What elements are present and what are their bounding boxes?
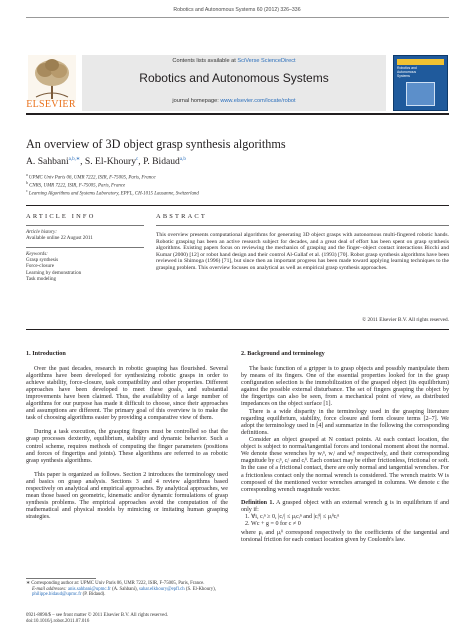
email-addresses <box>26 587 228 598</box>
author-marks: c <box>136 157 139 162</box>
article-info-rule <box>26 225 144 226</box>
email-link[interactable]: sahar.elkhoury@epfl.ch <box>139 586 185 592</box>
affiliation-text: CNRS, UMR 7222, ISIR, F-75005, Paris, France <box>29 183 126 189</box>
keywords-block <box>26 251 144 282</box>
cover-title <box>397 67 444 78</box>
affiliation-mark: c <box>26 189 28 193</box>
keyword: Learning by demonstration <box>26 269 82 276</box>
keywords-rule <box>26 247 144 248</box>
equation-condition: 2. Wc + g = 0 for c ≠ 0 <box>245 520 301 527</box>
email-link[interactable]: philippe.bidaud@upmc.fr <box>32 592 82 598</box>
cover-image <box>406 82 435 106</box>
footnotes <box>26 581 228 598</box>
author-marks: a,b <box>179 157 186 162</box>
keywords-label: Keywords: <box>26 251 48 257</box>
history-label: Article history: <box>26 229 57 235</box>
body-paragraph: There is a wide disparity in the terminology used in the grasping literature regarding equilibrium, stability, force closure and form closure terms [2–7]. We adopt the terminology used in [4] and summarize in the following the corresponding definitions. <box>241 408 449 436</box>
definition-followup: where μᵢ and μᵢᶿ correspond respectively to the coefficients of the tangential and torsional friction for each contact location given by Coulomb's law. <box>241 529 449 543</box>
homepage-prefix: journal homepage: <box>172 98 219 104</box>
abstract-copyright: © 2011 Elsevier B.V. All rights reserved. <box>362 317 449 323</box>
journal-cover-thumbnail <box>393 55 448 111</box>
elsevier-tree-logo <box>28 55 76 101</box>
history-date: Available online 22 August 2011 <box>26 235 93 242</box>
cover-stripe <box>397 59 444 65</box>
email-owner: (P. Bidaud). <box>82 592 106 598</box>
issn-block <box>26 613 246 625</box>
right-column <box>241 350 449 544</box>
definition-heading: Definition 1. <box>241 499 274 506</box>
doi-prefix: doi: <box>26 618 34 624</box>
affiliation <box>26 181 125 189</box>
author-name: S. El-Khoury <box>84 156 137 168</box>
contents-availability <box>82 58 386 64</box>
header-top-rule <box>26 17 449 18</box>
section-heading: 2. Background and terminology <box>241 350 325 357</box>
affiliation <box>26 173 156 181</box>
doi-value[interactable]: 10.1016/j.robot.2011.07.016 <box>33 618 90 624</box>
article-info-label: ARTICLE INFO <box>26 213 96 220</box>
homepage-link[interactable]: www.elsevier.com/locate/robot <box>220 98 296 104</box>
abstract-text: This overview presents computational algorithms for generating 3D object grasps with autonomous multi-fingered robotic hands. Robotic grasping has been an active research subject for decades, and a great deal of effort has been spent on grasp synthesis algorithms. Existing papers focus on reviewing the mechanics of grasping and the finger–object contact interactions Bicchi and Kumar (2000) [12] or robot hand design and their control Al-Gallaf et al. (1993) [70]. Robot grasp synthesis algorithms have been reviewed in Shimoga (1996) [71], but since then an important progress has been made toward applying learning techniques to the grasping problem. This overview focuses on analytical as well as empirical grasp synthesis approaches. <box>156 232 449 271</box>
article-title: An overview of 3D object grasp synthesis algorithms <box>26 137 286 151</box>
affiliation-text: UPMC Univ Paris 06, UMR 7222, ISIR, F-75005, Paris, France <box>28 175 156 181</box>
definition-text: A grasped object with an external wrench g is in equilibrium if and only if: <box>241 499 449 513</box>
body-paragraph: The basic function of a gripper is to grasp objects and possibly manipulate them by means of its fingers. One of the essential properties looked for in the grasp configuration selection is the immobilization of the grasped object (its equilibrium) against the possible external disturbance. The set of fingers grasping the object by the fingertips can also be seen, from a mechanical point of view, as distributed impedances on the object surface [1]. <box>241 366 449 408</box>
email-link[interactable]: anis.sahbani@upmc.fr <box>67 586 111 592</box>
abstract-rule <box>156 225 449 226</box>
article-history <box>26 229 144 241</box>
author-name: A. Sahbani <box>26 156 69 168</box>
body-paragraph: During a task execution, the grasping fingers must be controlled so that the grasp processes dexterity, equilibrium, stability and dynamic behavior. Such a control scheme, requires methods of computing the finger parameters (positions and forces of fingertips and joints). These algorithms are referred to as robotic grasp synthesis algorithms. <box>26 429 228 464</box>
footnote-rule <box>26 578 96 579</box>
journal-homepage <box>82 98 386 104</box>
cover-title-line: Autonomous <box>397 69 417 74</box>
equation-condition: 1. ∀i, cᵢⁿ ≥ 0, |cᵢᵗ| ≤ μᵢcᵢⁿ and |cᵢᶿ| ≤ μᵢᶿcᵢⁿ <box>245 513 340 520</box>
section-heading: 1. Introduction <box>26 350 66 357</box>
definition-block <box>241 500 449 514</box>
affiliation-mark: b <box>26 181 28 185</box>
keyword: Force-closure <box>26 263 55 270</box>
publisher-wordmark: ELSEVIER <box>26 99 76 110</box>
keyword: Grasp synthesis <box>26 257 59 264</box>
issn-line: 0921-8890/$ – see front matter © 2011 Elsevier B.V. All rights reserved. <box>26 613 168 618</box>
abstract-label: ABSTRACT <box>156 213 207 220</box>
cover-title-line: Systems <box>397 73 410 78</box>
header-bottom-rule <box>26 113 449 115</box>
author-marks: a,b,∗ <box>68 157 81 162</box>
affiliation-mark: a <box>26 173 28 177</box>
contents-prefix: Contents lists available at <box>172 58 236 64</box>
corresponding-author-note: ∗ Corresponding author at: UPMC Univ Paris 06, UMR 7222, ISIR, F-75005, Paris, France. <box>26 581 205 586</box>
email-owner: (S. El-Khoury), <box>185 586 216 592</box>
body-paragraph: This paper is organized as follows. Section 2 introduces the terminology used and basics on grasp analysis. Sections 3 and 4 review algorithms based respectively on analytical and empirical approaches. By analytical approaches, we mean those based on geometric, kinematic and/or dynamic formulations of grasp synthesis problems. The empirical approaches avoid the computation of the mathematical and physical models by mimicing or imitating human grasping strategies. <box>26 471 228 520</box>
sciencedirect-link[interactable]: SciVerse ScienceDirect <box>237 58 296 64</box>
front-matter-rule <box>26 205 449 206</box>
left-column <box>26 350 228 521</box>
affiliation-text: Learning Algorithms and Systems Laboratory, EPFL, CH-1015 Lausanne, Switzerland <box>28 191 199 197</box>
journal-title: Robotics and Autonomous Systems <box>139 71 329 85</box>
keyword: Task modeling <box>26 275 57 282</box>
body-paragraph: Over the past decades, research in robotic grasping has flourished. Several algorithms have been developed for synthesizing robotic grasps in order to achieve stability, force-closure, task compatibility and other properties. Different approaches have been developed to meet these goals, and substantial improvements have been claimed. Thus, the availability of a large number of algorithms for our purpose has made it difficult to choose, since their approaches and assumptions are different. The primary goal of this overview is to make the task of choosing algorithms easier by providing a comparative view of them. <box>26 366 228 422</box>
author-list: A. Sahbani$^{a,b,∗}$, S. El-Khoury$^c$, P. Bidaud$^{a,b}$ <box>26 156 186 168</box>
body-paragraph: Consider an object grasped at N contact points. At each contact location, the object is subject to normal/tangential forces and torsional moment about the normal. We denote these wrenches by wᵢⁿ, wᵢᵗ and wᵢᶿ respectively, and their corresponding magnitude by cᵢⁿ, cᵢᵗ and cᵢᶿ. Each contact may be either frictionless, frictional or soft. In the case of a frictional contact, there are only normal and tangential wrenches. For a frictionless contact only the normal wrench is considered. The wrench matrix W is composed of the mentioned vector wrenches arranged in columns. We denote c the corresponding wrench magnitude vector. <box>241 437 449 493</box>
cover-title-line: Robotics and <box>397 66 417 70</box>
doi-line <box>26 619 246 625</box>
email-label: E-mail addresses: <box>32 586 67 592</box>
journal-reference: Robotics and Autonomous Systems 60 (2012) 326–336 <box>173 7 301 13</box>
author-name: P. Bidaud <box>143 156 180 168</box>
abstract-bottom-rule <box>26 329 449 330</box>
affiliation <box>26 189 199 197</box>
email-owner: (A. Sahbani), <box>112 586 138 592</box>
